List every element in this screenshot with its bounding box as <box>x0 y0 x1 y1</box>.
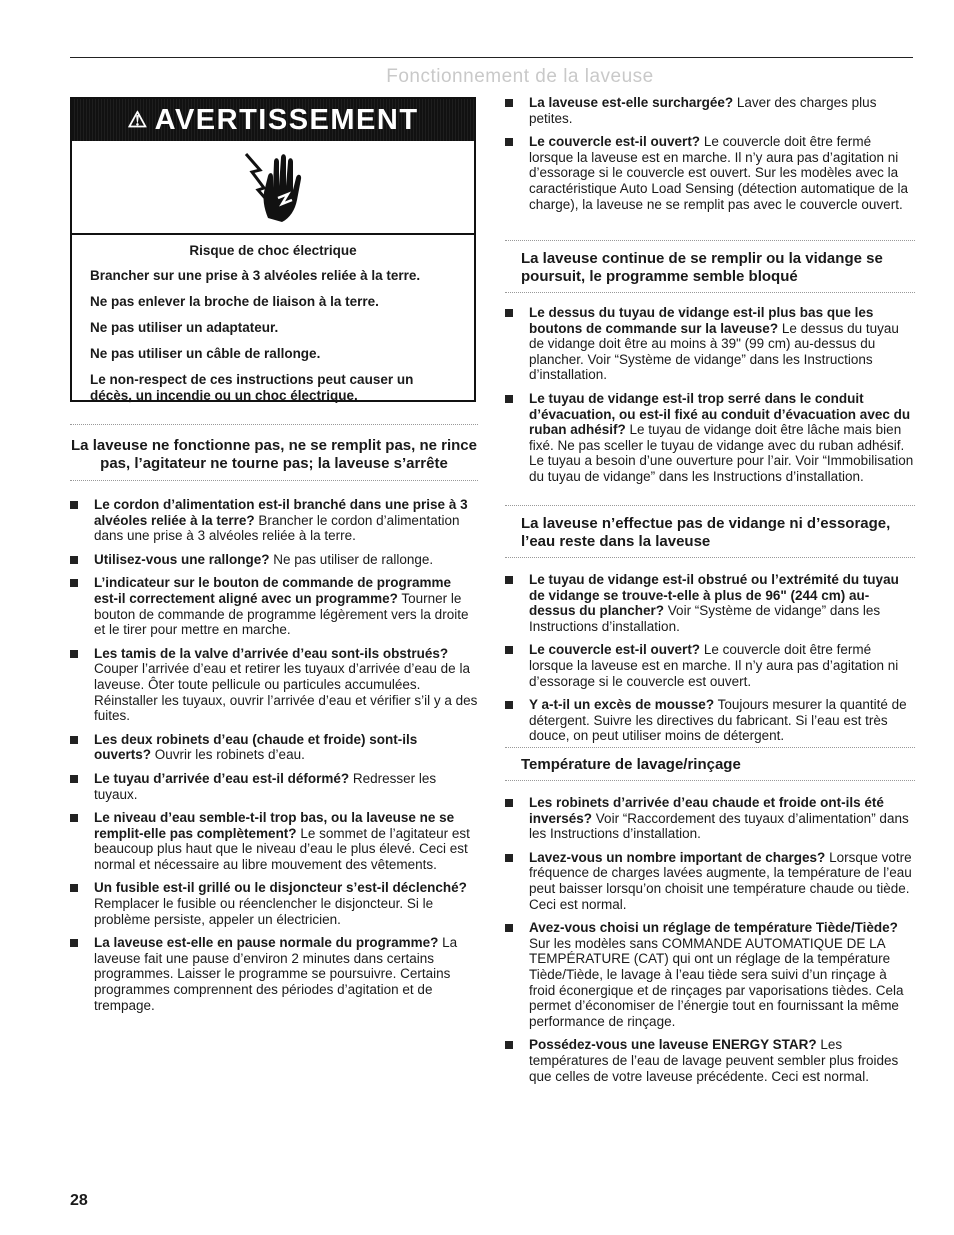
warning-icon-area <box>72 141 474 235</box>
warning-body <box>72 235 474 404</box>
answer-text: Le couvercle doit être fermé lorsque la laveuse est en marche. Il n’y aura pas d’agitation ni d’essorage si le couvercle est ouvert. <box>529 642 899 689</box>
question-text: Le cordon d’alimentation est-il branché dans une prise à 3 alvéoles reliée à la terre? <box>94 497 468 528</box>
warning-header <box>72 99 474 141</box>
right-heading-1: La laveuse continue de se remplir ou la vidange se poursuit, le programme semble bloqué <box>521 250 883 285</box>
answer-text: La laveuse fait une pause d’environ 2 minutes dans certains programmes. Laisser le programme se poursuivre. Certains programmes comprennent des périodes d’agitation et de trempage. <box>94 935 458 1013</box>
question-text: Avez-vous choisi un réglage de température Tiède/Tiède? <box>529 920 898 936</box>
question-text: Y a-t-il un excès de mousse? <box>529 697 715 713</box>
list-item <box>70 575 478 637</box>
right-section-2 <box>505 505 915 752</box>
answer-text: Toujours mesurer la quantité de détergent. Suivre les directives du fabricant. Si l’eau est très douce, on peut utiliser moins de détergent. <box>529 697 907 744</box>
list-item <box>505 642 915 689</box>
page-number: 28 <box>70 1192 88 1209</box>
answer-text: Redresser les tuyaux. <box>94 770 437 802</box>
dotted-rule <box>70 480 478 481</box>
warning-box <box>70 97 476 402</box>
list-item <box>70 880 478 927</box>
question-text: Les deux robinets d’eau (chaude et froide) sont-ils ouverts? <box>94 731 418 763</box>
answer-text: Le sommet de l’agitateur est beaucoup plus haut que le niveau d’eau le plus élevé. Ceci est normal et nécessaire au libre mouvement des vêtements. <box>94 825 470 872</box>
right-list-1 <box>505 305 915 485</box>
answer-text: Laver des charges plus petites. <box>529 95 877 126</box>
dotted-rule <box>505 557 915 558</box>
answer-text: Couper l’arrivée d’eau et retirer les tuyaux d’arrivée d’eau de la laveuse. Ôter toute pellicule ou particules accumulées. Réinstaller les tuyaux, ouvrir l’arrivée d’eau et vérifier s’il y a des fuites. <box>94 661 478 724</box>
answer-text: Le couvercle doit être fermé lorsque la laveuse est en marche. Il n’y aura pas d’agitation ni d’essorage si le couvercle est ouvert. Sur les modèles avec la caractéristique Auto Load Sensing (détection automatique de la charge), la laveuse ne se remplit pas avec le couvercle ouvert. <box>529 134 909 212</box>
list-item <box>505 795 915 842</box>
list-item <box>505 572 915 634</box>
answer-text: Les températures de l’eau de lavage peuvent sembler plus froides que celles de votre laveuse précédente. Ceci est normal. <box>529 1037 899 1084</box>
answer-text: Remplacer le fusible ou réenclencher le disjoncteur. Si le problème persiste, appeler un électricien. <box>94 896 434 927</box>
answer-text: Voir “Raccordement des tuyaux d’alimentation” dans les Instructions d’installation. <box>529 810 909 842</box>
list-item <box>70 732 478 763</box>
dotted-rule <box>505 292 915 293</box>
question-text: Le tuyau de vidange est-il trop serré dans le conduit d’évacuation, ou est-il fixé au conduit d’évacuation avec du ruban adhésif? <box>529 390 911 438</box>
question-text: Le niveau d’eau semble-t-il trop bas, ou la laveuse ne se remplit-elle pas complètement? <box>94 810 455 841</box>
answer-text: Ne pas utiliser de rallonge. <box>269 551 434 567</box>
right-top-list <box>505 95 915 212</box>
question-text: Utilisez-vous une rallonge? <box>94 551 270 567</box>
left-heading: La laveuse ne fonctionne pas, ne se remplit pas, ne rince pas, l’agitateur ne tourne pas; la laveuse s’arrête <box>71 437 477 472</box>
list-item <box>505 391 915 485</box>
list-item <box>505 1037 915 1084</box>
right-top <box>505 95 915 220</box>
warning-line: Ne pas utiliser un câble de rallonge. <box>90 346 321 361</box>
warning-title: AVERTISSEMENT <box>154 103 419 136</box>
list-item <box>505 134 915 212</box>
warning-line: Brancher sur une prise à 3 alvéoles reliée à la terre. <box>90 268 421 283</box>
list-item <box>505 95 915 126</box>
question-text: Le couvercle est-il ouvert? <box>529 642 701 658</box>
left-section <box>70 424 478 1021</box>
answer-text: Brancher le cordon d’alimentation dans une prise à 3 alvéoles reliée à la terre. <box>94 512 460 544</box>
question-text: Les robinets d’arrivée d’eau chaude et froide ont-ils été inversés? <box>529 795 884 826</box>
list-item <box>505 305 915 383</box>
warning-line: Ne pas utiliser un adaptateur. <box>90 320 279 335</box>
list-item <box>505 850 915 912</box>
list-item <box>70 771 478 802</box>
answer-text: Le dessus du tuyau de vidange doit être au moins à 39" (99 cm) au-dessus du plancher. Voir “Système de vidange” dans les Instructions d’installation. <box>529 320 899 383</box>
list-item <box>70 497 478 544</box>
answer-text: Sur les modèles sans COMMANDE AUTOMATIQUE DE LA TEMPÉRATURE (CAT) qui ont un réglage de la température Tiède/Tiède, le lavage à l’eau tiède sera suivi d’un rinçage à froid éconergique et de rinçages par vaporisations tièdes. Cela permet d’économiser de l’énergie tout en fournissant la même performance de rinçage. <box>529 935 904 1029</box>
right-section-3 <box>505 747 915 1092</box>
top-rule <box>70 57 913 58</box>
right-section-1 <box>505 240 915 493</box>
question-text: Le dessus du tuyau de vidange est-il plus bas que les boutons de commande sur la laveuse? <box>529 305 874 336</box>
answer-text: Lorsque votre fréquence de charges lavées augmente, la température de l’eau peut baisser lorsqu’on choisit une température chaude ou tiède. Ceci est normal. <box>529 849 912 912</box>
warning-line: Ne pas enlever la broche de liaison à la terre. <box>90 294 379 309</box>
list-item <box>70 935 478 1013</box>
question-text: Le tuyau d’arrivée d’eau est-il déformé? <box>94 770 350 786</box>
dotted-rule <box>505 240 915 241</box>
question-text: Lavez-vous un nombre important de charges? <box>529 849 826 865</box>
question-text: La laveuse est-elle en pause normale du programme? <box>94 935 439 951</box>
answer-text: Voir “Système de vidange” dans les Instructions d’installation. <box>529 603 881 634</box>
question-text: Le couvercle est-il ouvert? <box>529 134 701 150</box>
list-item <box>505 920 915 1029</box>
dotted-rule <box>505 780 915 781</box>
question-text: Les tamis de la valve d’arrivée d’eau sont-ils obstrués? <box>94 645 449 661</box>
question-text: L’indicateur sur le bouton de commande de programme est-il correctement aligné avec un programme? <box>94 575 452 606</box>
answer-text: Tourner le bouton de commande de programme légèrement vers la droite et le tirer pour mettre en marche. <box>94 590 469 638</box>
warning-triangle-icon: ⚠ <box>127 107 149 132</box>
question-text: Un fusible est-il grillé ou le disjoncteur s’est-il déclenché? <box>94 880 467 896</box>
answer-text: Le tuyau de vidange doit être lâche mais bien fixé. Ne pas sceller le tuyau de vidange avec du ruban adhésif. Le tuyau a besoin d’une ouverture pour l’air. Voir “Immobilisation du tuyau de vidange” dans les Instructions d’installation. <box>529 422 914 484</box>
answer-text: Ouvrir les robinets d’eau. <box>151 747 305 763</box>
question-text: Possédez-vous une laveuse ENERGY STAR? <box>529 1037 817 1053</box>
right-heading-3: Température de lavage/rinçage <box>521 756 741 773</box>
left-question-list <box>70 497 478 1013</box>
question-text: Le tuyau de vidange est-il obstrué ou l’extrémité du tuyau de vidange se trouve-t-elle à plus de 96" (244 cm) au-dessus du plancher? <box>529 572 899 619</box>
electric-shock-hand-icon <box>238 148 308 226</box>
list-item <box>70 646 478 724</box>
right-list-3 <box>505 795 915 1084</box>
list-item <box>70 552 478 568</box>
right-list-2 <box>505 572 915 744</box>
list-item <box>505 697 915 744</box>
warning-line: Le non-respect de ces instructions peut causer un décès, un incendie ou un choc électrique. <box>90 372 414 403</box>
dotted-rule <box>70 424 478 425</box>
dotted-rule <box>505 505 915 506</box>
list-item <box>70 810 478 872</box>
dotted-rule <box>505 747 915 748</box>
question-text: La laveuse est-elle surchargée? <box>529 95 734 110</box>
warning-risk: Risque de choc électrique <box>189 243 357 258</box>
section-title: Fonctionnement de la laveuse <box>386 66 654 87</box>
right-heading-2: La laveuse n’effectue pas de vidange ni d’essorage, l’eau reste dans la laveuse <box>521 515 891 550</box>
